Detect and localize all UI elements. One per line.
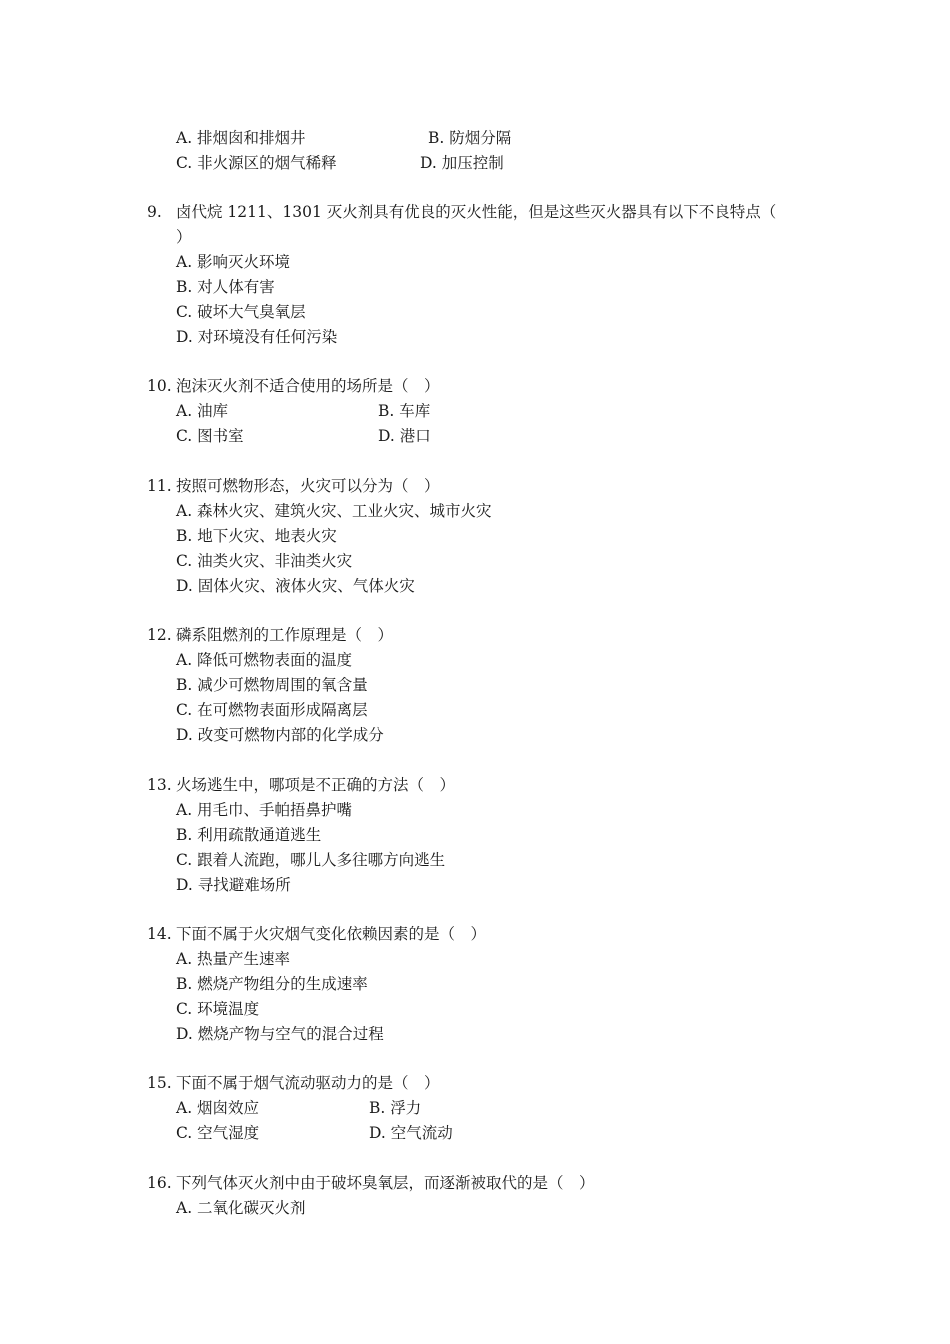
q12-option-d: D. 改变可燃物内部的化学成分 — [176, 726, 384, 744]
q11-option-d: D. 固体火灾、液体火灾、气体火灾 — [176, 577, 415, 595]
q16-stem: 下列气体灭火剂中由于破坏臭氧层，而逐渐被取代的是（ ） — [176, 1174, 595, 1192]
q12-option-b: B. 减少可燃物周围的氧含量 — [176, 676, 368, 694]
q13-option-a: A. 用毛巾、手帕捂鼻护嘴 — [176, 801, 353, 819]
q15-option-c: C. 空气湿度 — [176, 1124, 260, 1142]
q8-option-d: D. 加压控制 — [420, 154, 504, 172]
q13-stem: 火场逃生中，哪项是不正确的方法（ ） — [176, 776, 456, 794]
q13-option-c: C. 跟着人流跑，哪儿人多往哪方向逃生 — [176, 851, 446, 869]
q11-option-c: C. 油类火灾、非油类火灾 — [176, 552, 353, 570]
q12-stem: 磷系阻燃剂的工作原理是（ ） — [176, 626, 394, 644]
q8-option-a: A. 排烟囱和排烟井 — [176, 129, 306, 147]
q10-option-d: D. 港口 — [378, 427, 431, 445]
q14-option-c: C. 环境温度 — [176, 1000, 260, 1018]
q16-number: 16. — [147, 1174, 172, 1192]
q9-option-c: C. 破坏大气臭氧层 — [176, 303, 306, 321]
q9-option-a: A. 影响灭火环境 — [176, 253, 291, 271]
q12-option-a: A. 降低可燃物表面的温度 — [176, 651, 353, 669]
q14-option-d: D. 燃烧产物与空气的混合过程 — [176, 1025, 384, 1043]
q10-option-a: A. 油库 — [176, 402, 229, 420]
q14-option-b: B. 燃烧产物组分的生成速率 — [176, 975, 368, 993]
q11-option-b: B. 地下火灾、地表火灾 — [176, 527, 337, 545]
q16-option-a: A. 二氧化碳灭火剂 — [176, 1199, 306, 1217]
q12-number: 12. — [147, 626, 172, 644]
q8-option-c: C. 非火源区的烟气稀释 — [176, 154, 337, 172]
q9-option-b: B. 对人体有害 — [176, 278, 275, 296]
q15-option-d: D. 空气流动 — [369, 1124, 453, 1142]
q10-option-c: C. 图书室 — [176, 427, 244, 445]
q11-option-a: A. 森林火灾、建筑火灾、工业火灾、城市火灾 — [176, 502, 492, 520]
q8-option-b: B. 防烟分隔 — [428, 129, 512, 147]
q9-stem-continued: ） — [176, 228, 192, 246]
q9-option-d: D. 对环境没有任何污染 — [176, 328, 338, 346]
q14-stem: 下面不属于火灾烟气变化依赖因素的是（ ） — [176, 925, 487, 943]
q9-stem: 卤代烷 1211、1301 灭火剂具有优良的灭火性能，但是这些灭火器具有以下不良特点（ — [176, 203, 777, 221]
q15-stem: 下面不属于烟气流动驱动力的是（ ） — [176, 1074, 440, 1092]
q10-number: 10. — [147, 377, 172, 395]
q15-number: 15. — [147, 1074, 172, 1092]
q11-stem: 按照可燃物形态，火灾可以分为（ ） — [176, 477, 440, 495]
q10-stem: 泡沫灭火剂不适合使用的场所是（ ） — [176, 377, 440, 395]
q10-option-b: B. 车库 — [378, 402, 431, 420]
q13-option-b: B. 利用疏散通道逃生 — [176, 826, 322, 844]
q14-option-a: A. 热量产生速率 — [176, 950, 291, 968]
q15-option-b: B. 浮力 — [369, 1099, 422, 1117]
q15-option-a: A. 烟囱效应 — [176, 1099, 260, 1117]
q13-number: 13. — [147, 776, 172, 794]
q12-option-c: C. 在可燃物表面形成隔离层 — [176, 701, 368, 719]
q14-number: 14. — [147, 925, 172, 943]
q9-number: 9. — [147, 203, 162, 221]
q11-number: 11. — [147, 477, 172, 495]
q13-option-d: D. 寻找避难场所 — [176, 876, 291, 894]
